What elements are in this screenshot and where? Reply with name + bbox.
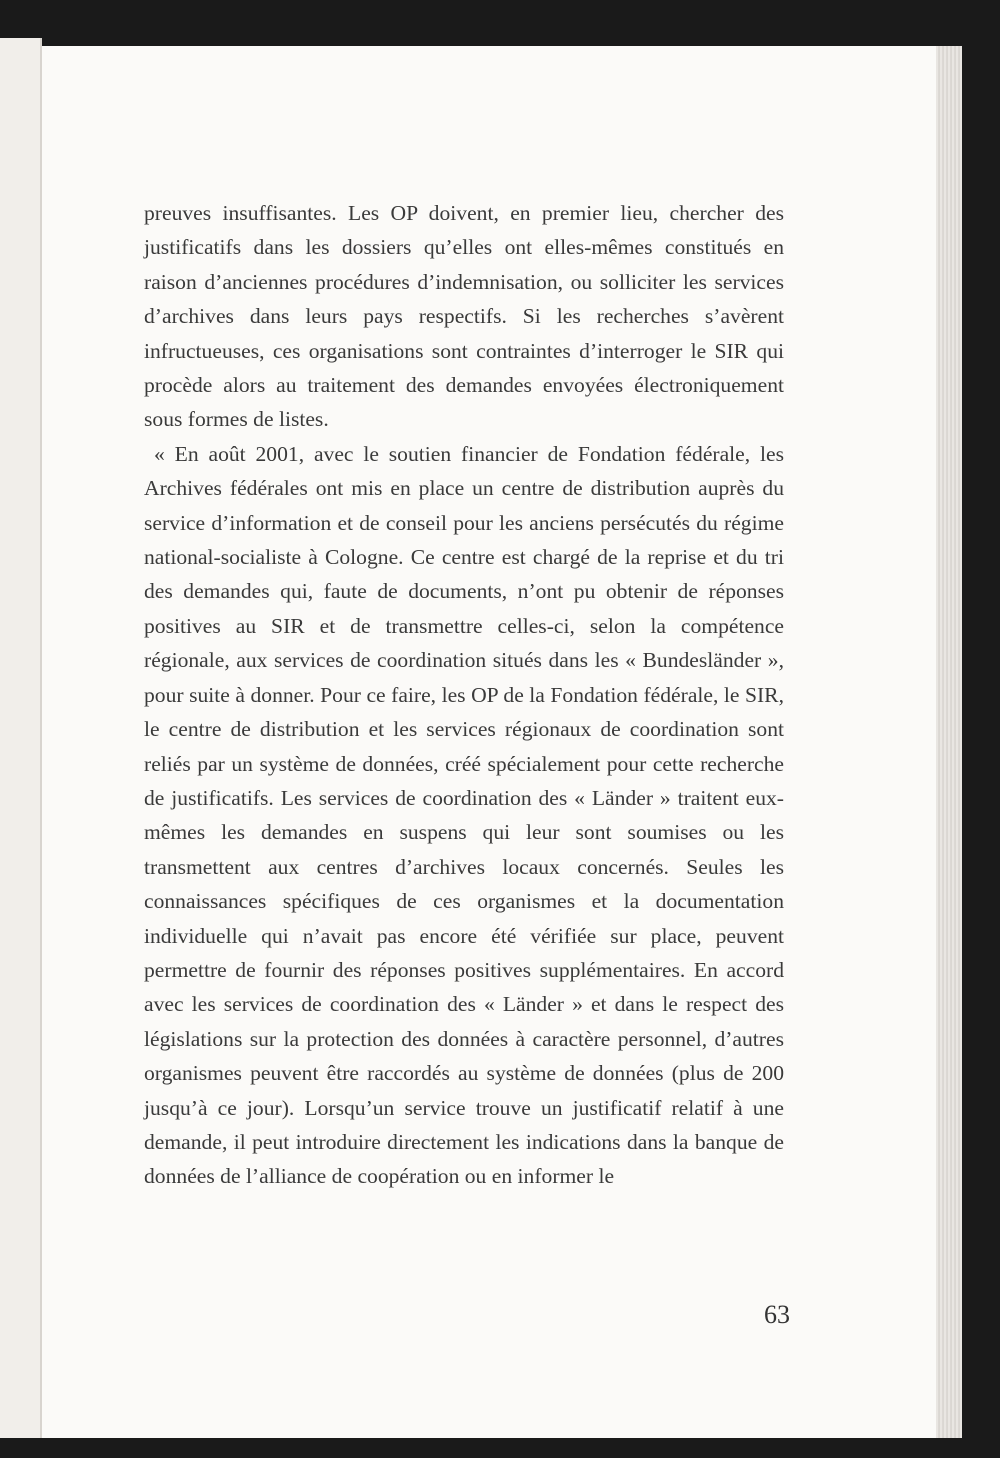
body-text <box>144 196 784 1194</box>
facing-page-edge <box>0 38 42 1438</box>
paragraph-2: « En août 2001, avec le soutien financier de Fondation fédérale, les Archives fédérales ont mis en place un centre de distribution auprès du service d’information et de conseil pour les anciens persécutés du régime national-socialiste à Cologne. Ce centre est chargé de la reprise et du tri des demandes qui, faute de documents, n’ont pu obtenir de réponses positives au SIR et de transmettre celles-ci, selon la compétence régionale, aux services de coordination situés dans les « Bundesländer », pour suite à donner. Pour ce faire, les OP de la Fondation fédérale, le SIR, le centre de distribution et les services régionaux de coordination sont reliés par un système de données, créé spécialement pour cette recherche de justificatifs. Les services de coordination des « Länder » traitent eux-mêmes les demandes en suspens qui leur sont soumises ou les transmettent aux centres d’archives locaux concernés. Seules les connaissances spécifiques de ces organismes et la documentation individuelle qui n’avait pas encore été vérifiée sur place, peuvent permettre de fournir des réponses positives supplémentaires. En accord avec les services de coordination des « Länder » et dans le respect des législations sur la protection des données à caractère personnel, d’autres organismes peuvent être raccordés au système de données (plus de 200 jusqu’à ce jour). Lorsqu’un service trouve un justificatif relatif à une demande, il peut introduire directement les indications dans la banque de données de l’alliance de coopération ou en informer le <box>144 441 784 1189</box>
paragraph-1: preuves insuffisantes. Les OP doivent, en premier lieu, chercher des justificatifs dans les dossiers qu’elles ont elles-mêmes constitués en raison d’anciennes procédures d’indemnisation, ou solliciter les services d’archives dans leurs pays respectifs. Si les recherches s’avèrent infructueuses, ces organisations sont contraintes d’interroger le SIR qui procède alors au traitement des demandes envoyées électroniquement sous formes de listes. <box>144 201 784 432</box>
page-fore-edge <box>936 46 962 1438</box>
page-number: 63 <box>764 1300 790 1329</box>
